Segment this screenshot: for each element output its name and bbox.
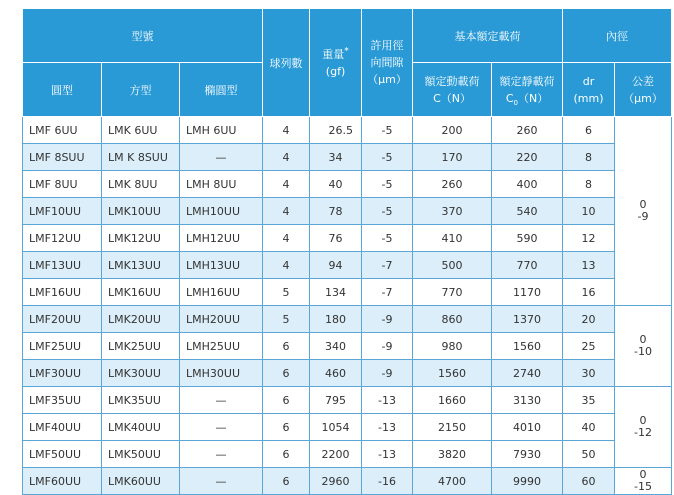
- static-load-symbol: C: [505, 91, 514, 105]
- specification-table: [22, 8, 672, 495]
- tolerance-label: 公差: [632, 74, 655, 88]
- table-row: [23, 144, 672, 171]
- dr-cell: 16: [563, 279, 615, 306]
- oval-model-cell: LMH16UU: [180, 279, 263, 306]
- table-row: [23, 387, 672, 414]
- square-model-cell: LMK13UU: [102, 252, 180, 279]
- ball-rows-cell: 4: [263, 144, 310, 171]
- table-row: [23, 117, 672, 144]
- round-model-cell: LMF12UU: [23, 225, 102, 252]
- static-load-cell: 540: [492, 198, 563, 225]
- static-load-cell: 400: [492, 171, 563, 198]
- dynamic-load-cell: 200: [413, 117, 492, 144]
- weight-cell: 78: [310, 198, 362, 225]
- dr-cell: 20: [563, 306, 615, 333]
- square-model-cell: LMK30UU: [102, 360, 180, 387]
- clearance-cell: -5: [362, 198, 413, 225]
- dynamic-load-cell: 4700: [413, 468, 492, 495]
- ball-rows-cell: 6: [263, 441, 310, 468]
- dynamic-load-cell: 3820: [413, 441, 492, 468]
- clearance-cell: -5: [362, 225, 413, 252]
- ball-rows-cell: 4: [263, 252, 310, 279]
- weight-cell: 134: [310, 279, 362, 306]
- tolerance-lower: -10: [634, 345, 653, 358]
- clearance-cell: -9: [362, 333, 413, 360]
- tolerance-upper: 0: [639, 414, 647, 427]
- static-load-cell: 1170: [492, 279, 563, 306]
- ball-rows-cell: 6: [263, 333, 310, 360]
- oval-model-cell: LMH12UU: [180, 225, 263, 252]
- clearance-cell: -13: [362, 441, 413, 468]
- tolerance-lower: -15: [634, 480, 653, 493]
- tolerance-cell: [615, 468, 672, 495]
- round-model-cell: LMF35UU: [23, 387, 102, 414]
- static-load-cell: 260: [492, 117, 563, 144]
- ball-rows-cell: 6: [263, 414, 310, 441]
- clearance-cell: -5: [362, 117, 413, 144]
- square-model-cell: LMK 8UU: [102, 171, 180, 198]
- dr-unit: (mm): [573, 91, 604, 105]
- tolerance-upper: 0: [639, 333, 647, 346]
- round-model-cell: LMF20UU: [23, 306, 102, 333]
- round-model-cell: LMF 6UU: [23, 117, 102, 144]
- ball-rows-cell: 5: [263, 306, 310, 333]
- dynamic-load-cell: 860: [413, 306, 492, 333]
- dr-cell: 40: [563, 414, 615, 441]
- oval-model-cell: LMH13UU: [180, 252, 263, 279]
- dynamic-load-header: [413, 63, 492, 117]
- ball-rows-cell: 6: [263, 387, 310, 414]
- dynamic-load-cell: 1560: [413, 360, 492, 387]
- oval-model-cell: —: [180, 441, 263, 468]
- weight-cell: 2200: [310, 441, 362, 468]
- basic-load-rating-header: 基本額定載荷: [413, 9, 563, 63]
- dr-cell: 12: [563, 225, 615, 252]
- static-load-cell: 2740: [492, 360, 563, 387]
- weight-cell: 26.5: [310, 117, 362, 144]
- clearance-cell: -5: [362, 171, 413, 198]
- tolerance-header: [615, 63, 672, 117]
- clearance-cell: -13: [362, 414, 413, 441]
- table-row: [23, 171, 672, 198]
- dynamic-load-cell: 770: [413, 279, 492, 306]
- table-row: [23, 306, 672, 333]
- round-model-cell: LMF16UU: [23, 279, 102, 306]
- round-model-cell: LMF13UU: [23, 252, 102, 279]
- ball-rows-cell: 6: [263, 468, 310, 495]
- square-model-cell: LMK16UU: [102, 279, 180, 306]
- weight-cell: 1054: [310, 414, 362, 441]
- ball-rows-cell: 6: [263, 360, 310, 387]
- table-row: [23, 333, 672, 360]
- oval-model-cell: LMH 6UU: [180, 117, 263, 144]
- dr-label: dr: [582, 74, 595, 88]
- oval-model-cell: LMH30UU: [180, 360, 263, 387]
- weight-cell: 460: [310, 360, 362, 387]
- square-model-cell: LMK 6UU: [102, 117, 180, 144]
- weight-cell: 2960: [310, 468, 362, 495]
- model-header: 型號: [23, 9, 263, 63]
- square-model-cell: LMK50UU: [102, 441, 180, 468]
- ball-rows-cell: 4: [263, 198, 310, 225]
- square-model-cell: LMK12UU: [102, 225, 180, 252]
- round-model-cell: LMF40UU: [23, 414, 102, 441]
- static-load-cell: 1560: [492, 333, 563, 360]
- oval-model-cell: —: [180, 414, 263, 441]
- round-type-header: 圓型: [23, 63, 102, 117]
- oval-type-header: 橢圓型: [180, 63, 263, 117]
- ball-rows-header: 球列數: [263, 9, 310, 117]
- table-row: [23, 441, 672, 468]
- tolerance-upper: 0: [639, 198, 647, 211]
- dr-cell: 13: [563, 252, 615, 279]
- square-model-cell: LMK60UU: [102, 468, 180, 495]
- round-model-cell: LMF25UU: [23, 333, 102, 360]
- dr-cell: 35: [563, 387, 615, 414]
- dynamic-load-unit: C（N）: [433, 91, 471, 105]
- ball-rows-cell: 4: [263, 225, 310, 252]
- table-row: [23, 468, 672, 495]
- ball-rows-cell: 5: [263, 279, 310, 306]
- static-load-cell: 7930: [492, 441, 563, 468]
- static-load-cell: 770: [492, 252, 563, 279]
- clearance-label-line2: 向間隙: [370, 56, 404, 69]
- tolerance-cell: [615, 117, 672, 306]
- static-load-label: 額定靜載荷: [499, 74, 555, 88]
- weight-cell: 40: [310, 171, 362, 198]
- static-load-cell: 9990: [492, 468, 563, 495]
- clearance-cell: -13: [362, 387, 413, 414]
- weight-header: [310, 9, 362, 117]
- clearance-cell: -7: [362, 279, 413, 306]
- dynamic-load-cell: 370: [413, 198, 492, 225]
- tolerance-cell: [615, 387, 672, 468]
- weight-footnote-mark: *: [344, 45, 349, 56]
- tolerance-lower: -12: [634, 426, 653, 439]
- round-model-cell: LMF50UU: [23, 441, 102, 468]
- clearance-cell: -9: [362, 360, 413, 387]
- table-row: [23, 279, 672, 306]
- table-row: [23, 360, 672, 387]
- ball-rows-cell: 4: [263, 171, 310, 198]
- oval-model-cell: —: [180, 387, 263, 414]
- static-load-subscript: 0: [513, 98, 518, 107]
- dr-cell: 25: [563, 333, 615, 360]
- square-model-cell: LMK40UU: [102, 414, 180, 441]
- round-model-cell: LMF30UU: [23, 360, 102, 387]
- dynamic-load-cell: 980: [413, 333, 492, 360]
- static-load-cell: 220: [492, 144, 563, 171]
- weight-cell: 340: [310, 333, 362, 360]
- weight-cell: 180: [310, 306, 362, 333]
- square-type-header: 方型: [102, 63, 180, 117]
- clearance-unit: （μm）: [367, 73, 407, 86]
- weight-cell: 34: [310, 144, 362, 171]
- clearance-cell: -9: [362, 306, 413, 333]
- square-model-cell: LMK35UU: [102, 387, 180, 414]
- static-load-header: [492, 63, 563, 117]
- table-row: [23, 225, 672, 252]
- inner-diameter-header: 內徑: [563, 9, 672, 63]
- weight-cell: 76: [310, 225, 362, 252]
- table-row: [23, 414, 672, 441]
- static-load-cell: 1370: [492, 306, 563, 333]
- dynamic-load-cell: 500: [413, 252, 492, 279]
- oval-model-cell: —: [180, 468, 263, 495]
- dr-cell: 6: [563, 117, 615, 144]
- dr-cell: 60: [563, 468, 615, 495]
- table-row: [23, 252, 672, 279]
- dynamic-load-cell: 1660: [413, 387, 492, 414]
- oval-model-cell: LMH20UU: [180, 306, 263, 333]
- weight-unit: (gf): [325, 64, 346, 78]
- round-model-cell: LMF10UU: [23, 198, 102, 225]
- clearance-cell: -16: [362, 468, 413, 495]
- dynamic-load-cell: 410: [413, 225, 492, 252]
- dynamic-load-cell: 170: [413, 144, 492, 171]
- dynamic-load-cell: 260: [413, 171, 492, 198]
- dynamic-load-cell: 2150: [413, 414, 492, 441]
- tolerance-lower: -9: [637, 210, 649, 223]
- weight-cell: 795: [310, 387, 362, 414]
- square-model-cell: LMK20UU: [102, 306, 180, 333]
- static-load-unit: （N）: [517, 91, 549, 105]
- round-model-cell: LMF 8SUU: [23, 144, 102, 171]
- round-model-cell: LMF60UU: [23, 468, 102, 495]
- oval-model-cell: —: [180, 144, 263, 171]
- clearance-cell: -5: [362, 144, 413, 171]
- tolerance-upper: 0: [639, 468, 647, 481]
- oval-model-cell: LMH10UU: [180, 198, 263, 225]
- static-load-cell: 4010: [492, 414, 563, 441]
- weight-label: 重量: [322, 47, 345, 61]
- dr-cell: 50: [563, 441, 615, 468]
- table-row: [23, 198, 672, 225]
- dr-cell: 8: [563, 171, 615, 198]
- tolerance-unit: （μm）: [623, 91, 663, 105]
- ball-rows-cell: 4: [263, 117, 310, 144]
- dr-cell: 8: [563, 144, 615, 171]
- oval-model-cell: LMH 8UU: [180, 171, 263, 198]
- weight-cell: 94: [310, 252, 362, 279]
- tolerance-cell: [615, 306, 672, 387]
- square-model-cell: LMK25UU: [102, 333, 180, 360]
- clearance-cell: -7: [362, 252, 413, 279]
- static-load-cell: 590: [492, 225, 563, 252]
- dynamic-load-label: 額定動載荷: [424, 74, 480, 88]
- square-model-cell: LMK10UU: [102, 198, 180, 225]
- dr-cell: 30: [563, 360, 615, 387]
- dr-cell: 10: [563, 198, 615, 225]
- static-load-cell: 3130: [492, 387, 563, 414]
- radial-clearance-header: [362, 9, 413, 117]
- round-model-cell: LMF 8UU: [23, 171, 102, 198]
- dr-header: [563, 63, 615, 117]
- square-model-cell: LM K 8SUU: [102, 144, 180, 171]
- oval-model-cell: LMH25UU: [180, 333, 263, 360]
- clearance-label-line1: 許用徑: [370, 39, 404, 52]
